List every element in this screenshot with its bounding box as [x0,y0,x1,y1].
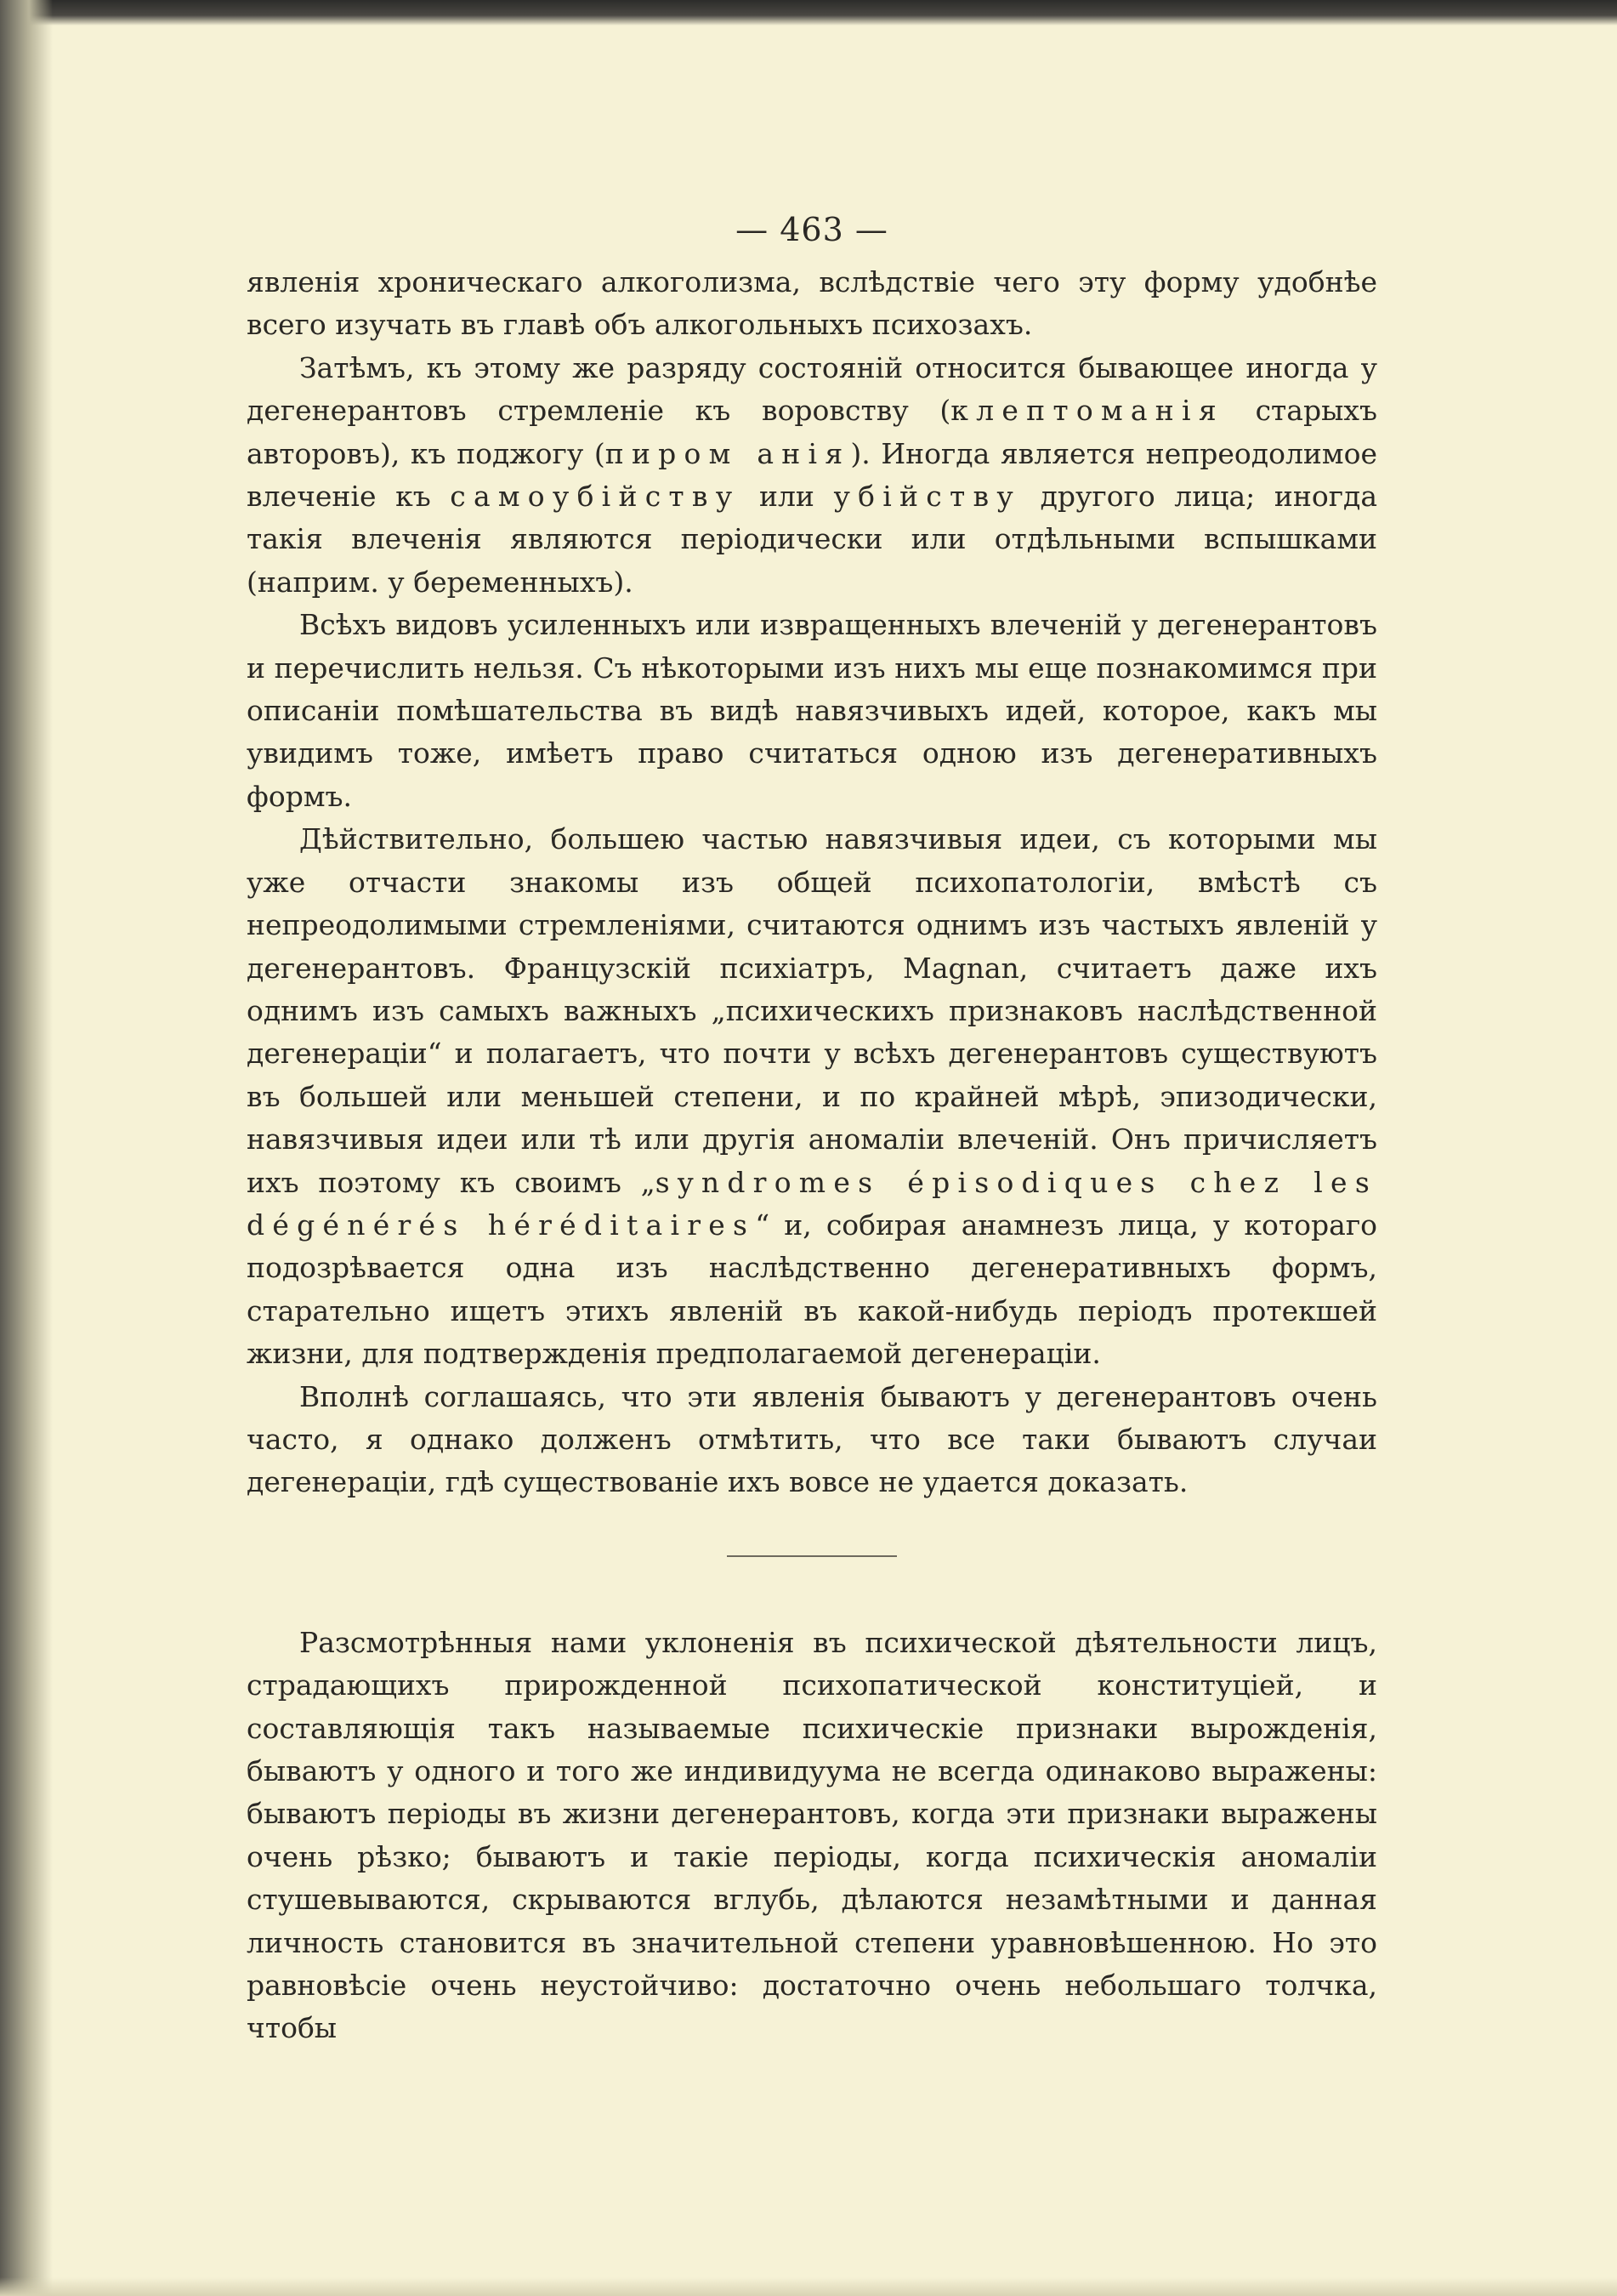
paragraph [247,1376,1377,1504]
text-run: другого лица; иногда такія влеченія являются періодически или отдѣльными вспышками (наприм. у беременныхъ). [247,480,1377,599]
paragraph [247,604,1377,818]
page-body [247,208,1377,2050]
emphasized-term: клептоманія [950,394,1224,428]
text-run: “ и, собирая анамнезъ лица, у котораго подозрѣвается одна изъ наслѣдственно дегенеративныхъ формъ, старательно ищетъ этихъ явленій въ какой-нибудь періодъ протекшей жизни, для подтвержденія предполагаемой дегенераціи. [247,1208,1377,1371]
text-body [247,261,1377,2050]
scan-top-edge [0,0,1617,26]
scan-bottom-edge [0,2277,1617,2296]
paragraph [247,261,1377,347]
emphasized-term: самоубійству [450,480,740,514]
text-run: явленія хроническаго алкоголизма, вслѣдствіе чего эту форму удобнѣе всего изучать въ главѣ объ алкогольныхъ психозахъ. [247,265,1377,342]
text-run: старыхъ авторовъ), къ поджогу ( [247,394,1377,470]
text-run: ). Иногда является непреодолимое влеченіе къ [247,436,1377,514]
section-divider [727,1555,897,1557]
text-run: Затѣмъ, къ этому же разряду состояній относится бывающее иногда у дегенерантовъ стремленіе къ воровству ( [247,350,1377,428]
text-run: или [740,480,834,514]
scan-binding-edge [0,0,53,2296]
emphasized-term: убійству [833,480,1021,514]
paragraph [247,818,1377,1375]
paragraph [247,347,1377,604]
text-run: Разсмотрѣнныя нами уклоненія въ психической дѣятельности лицъ, страдающихъ прирожденной психопатической конституціей, и составляющія такъ называемые психическіе признаки вырожденія, бываютъ у одного и того же индивидуума не всегда одинаково выражены: бываютъ періоды въ жизни дегенерантовъ, когда эти признаки выражены очень рѣзко; бываютъ и такіе періоды, когда психическія аномаліи стушевываются, скрываются вглубь, дѣлаются незамѣтными и данная личность становится въ значительной степени уравновѣшенною. Но это равновѣсіе очень неустойчиво: достаточно очень небольшаго толчка, чтобы [247,1625,1377,2045]
text-run: Дѣйствительно, большею частью навязчивыя идеи, съ которыми мы уже отчасти знакомы изъ общей психопатологіи, вмѣстѣ съ непреодолимыми стремленіями, считаются однимъ изъ частыхъ явленій у дегенерантовъ. Французскій психіатръ, Magnan, считаетъ даже ихъ однимъ изъ самыхъ важныхъ „психическихъ признаковъ наслѣдственной дегенераціи“ и полагаетъ, что почти у всѣхъ дегенерантовъ существуютъ въ большей или меньшей степени, и по крайней мѣрѣ, эпизодически, навязчивыя идеи или тѣ или другія аномаліи влеченій. Онъ причисляетъ ихъ поэтому къ своимъ „ [247,822,1377,1199]
paragraph [247,1622,1377,2050]
text-run: Вполнѣ соглашаясь, что эти явленія бываютъ у дегенерантовъ очень часто, я однако долженъ отмѣтить, что все таки бываютъ случаи дегенераціи, гдѣ существованіе ихъ вовсе не удается доказать. [247,1379,1377,1499]
text-run: Всѣхъ видовъ усиленныхъ или извращенныхъ влеченій у дегенерантовъ и перечислить нельзя. Съ нѣкоторыми изъ нихъ мы еще познакомимся при описаніи помѣшательства въ видѣ навязчивыхъ идей, которое, какъ мы увидимъ тоже, имѣетъ право считаться одною изъ дегенеративныхъ формъ. [247,608,1377,813]
emphasized-term: syndromes épisodiques chez les dégénérés héréditaires [247,1165,1377,1242]
emphasized-term: пиром анія [604,436,851,470]
page-number: — 463 — [735,211,888,248]
